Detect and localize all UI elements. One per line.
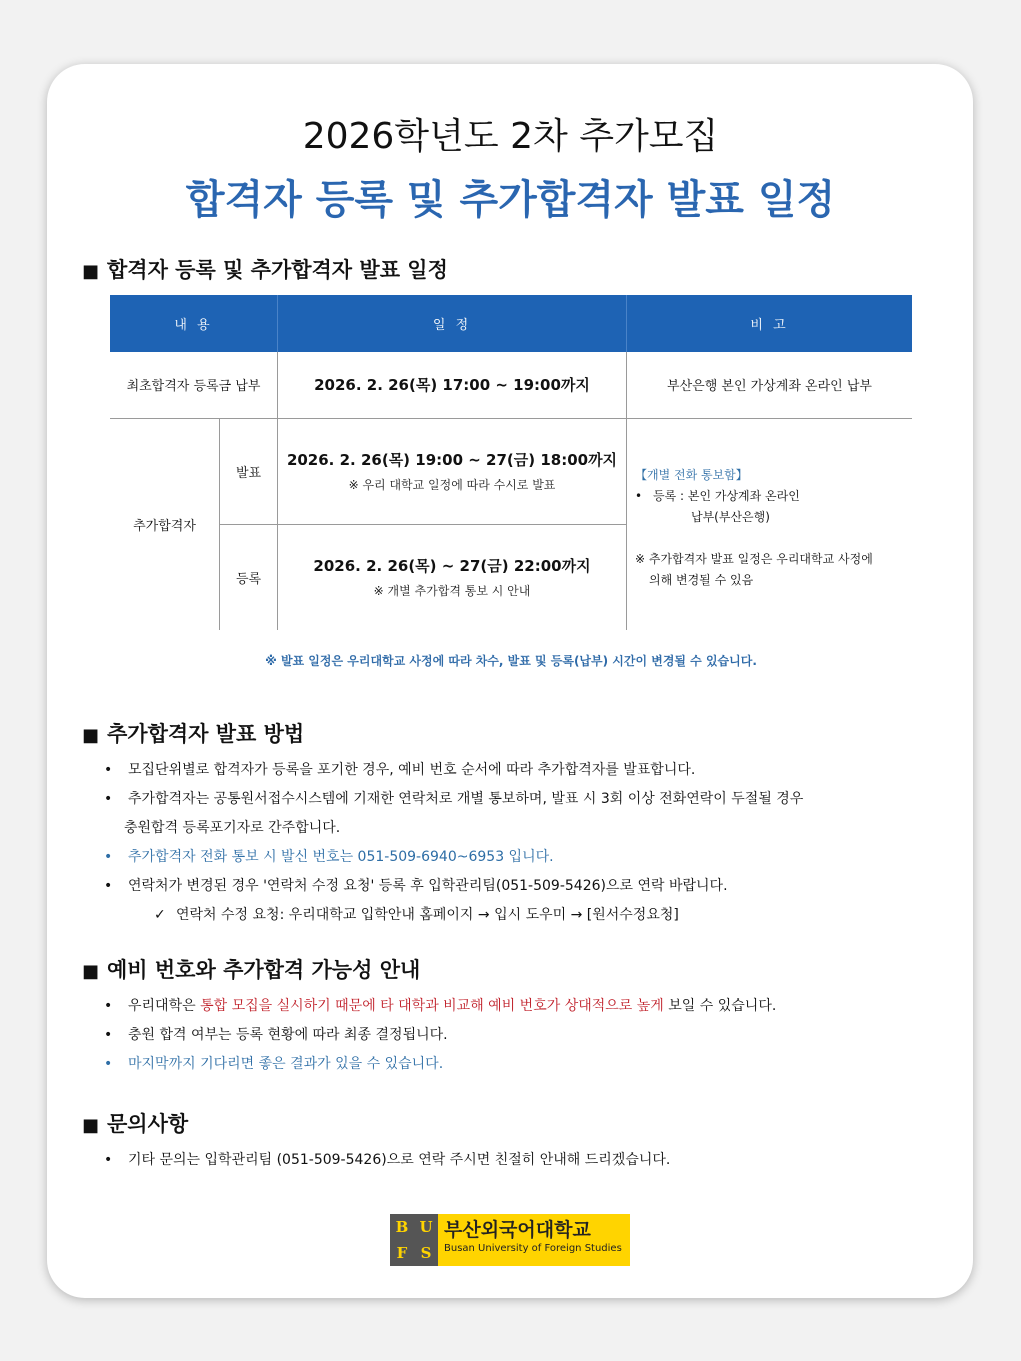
section-heading-waitlist bbox=[82, 954, 420, 984]
logo-name-en: Busan University of Foreign Studies bbox=[444, 1243, 622, 1254]
cell-first-pass-note: 부산은행 본인 가상계좌 온라인 납부 bbox=[667, 379, 872, 395]
remark-bullet-cont: 납부(부산은행) bbox=[691, 509, 770, 524]
section-heading-text: 합격자 등록 및 추가합격자 발표 일정 bbox=[107, 258, 448, 282]
list-item-cont: 충원합격 등록포기자로 간주합니다. bbox=[124, 820, 341, 836]
cell-additional-group: 추가합격자 bbox=[110, 418, 220, 630]
section-heading-text: 예비 번호와 추가합격 가능성 안내 bbox=[107, 958, 421, 982]
cell-first-pass-schedule: 2026. 2. 26(목) 17:00 ~ 19:00까지 bbox=[278, 352, 627, 418]
remark-tag: 【개별 전화 통보함】 bbox=[635, 467, 748, 482]
checkmark-icon: ✓ bbox=[154, 907, 166, 923]
page-subtitle: 합격자 등록 및 추가합격자 발표 일정 bbox=[185, 177, 836, 223]
remark-note-1: ※ 추가합격자 발표 일정은 우리대학교 사정에 bbox=[635, 551, 873, 566]
method-list bbox=[104, 756, 924, 930]
list-item: • 우리대학은 통합 모집을 실시하기 때문에 타 대학과 비교해 예비 번호가 상대적으로 높게 보일 수 있습니다. bbox=[104, 998, 777, 1014]
list-item: • 충원 합격 여부는 등록 현황에 따라 최종 결정됩니다. bbox=[104, 1027, 448, 1043]
logo-name-kr: 부산외국어대학교 bbox=[444, 1219, 591, 1241]
announce-schedule-note: ※ 우리 대학교 일정에 따라 수시로 발표 bbox=[348, 478, 556, 492]
page-title: 2026학년도 2차 추가모집 bbox=[302, 116, 719, 157]
register-schedule-text: 2026. 2. 26(목) ~ 27(금) 22:00까지 bbox=[313, 557, 591, 576]
cell-additional-remark bbox=[627, 418, 913, 630]
inquiry-list bbox=[104, 1146, 924, 1175]
section-heading-method bbox=[82, 718, 304, 748]
bufs-emblem: B U F S bbox=[390, 1214, 438, 1266]
section-heading-text: 추가합격자 발표 방법 bbox=[107, 722, 305, 746]
schedule-footnote: ※ 발표 일정은 우리대학교 사정에 따라 차수, 발표 및 등록(납부) 시간이 변경될 수 있습니다. bbox=[265, 654, 757, 668]
header-schedule: 일 정 bbox=[278, 295, 627, 352]
header-remark: 비 고 bbox=[627, 295, 913, 352]
list-item: • 연락처가 변경된 경우 '연락처 수정 요청' 등록 후 입학관리팀(051-509-5426)으로 연락 바랍니다. bbox=[104, 878, 728, 894]
cell-first-pass-content: 최초합격자 등록금 납부 bbox=[110, 352, 278, 418]
square-bullet-icon: ■ bbox=[82, 261, 100, 282]
section-heading-text: 문의사항 bbox=[107, 1112, 189, 1136]
list-item: • 모집단위별로 합격자가 등록을 포기한 경우, 예비 번호 순서에 따라 추가합격자를 발표합니다. bbox=[104, 762, 696, 778]
list-item-sub: ✓ 연락처 수정 요청: 우리대학교 입학안내 홈페이지 → 입시 도우미 → [원서수정요청] bbox=[104, 901, 924, 930]
square-bullet-icon: ■ bbox=[82, 725, 100, 746]
schedule-table bbox=[110, 295, 912, 630]
table-row bbox=[110, 418, 912, 524]
list-item: • 추가합격자는 공통원서접수시스템에 기재한 연락처로 개별 통보하며, 발표 시 3회 이상 전화연락이 두절될 경우 bbox=[104, 791, 804, 807]
table-header-row bbox=[110, 295, 912, 352]
table-row bbox=[110, 352, 912, 418]
list-item: • 기타 문의는 입학관리팀 (051-509-5426)으로 연락 주시면 친절히 안내해 드리겠습니다. bbox=[104, 1152, 671, 1168]
square-bullet-icon: ■ bbox=[82, 961, 100, 982]
list-item: • 마지막까지 기다리면 좋은 결과가 있을 수 있습니다. bbox=[104, 1056, 444, 1072]
cell-announce-schedule bbox=[278, 418, 627, 524]
university-logo bbox=[390, 1214, 630, 1266]
cell-register-schedule bbox=[278, 524, 627, 630]
logo-text bbox=[438, 1214, 630, 1266]
square-bullet-icon: ■ bbox=[82, 1115, 100, 1136]
cell-announce-label: 발표 bbox=[220, 418, 278, 524]
cell-register-label: 등록 bbox=[220, 524, 278, 630]
announce-schedule-text: 2026. 2. 26(목) 19:00 ~ 27(금) 18:00까지 bbox=[286, 451, 618, 469]
waitlist-list bbox=[104, 992, 924, 1079]
list-item: • 추가합격자 전화 통보 시 발신 번호는 051-509-6940~6953 입니다. bbox=[104, 849, 554, 865]
section-heading-schedule bbox=[82, 254, 448, 284]
section-heading-inquiry bbox=[82, 1108, 188, 1138]
remark-bullet: • 등록 : 본인 가상계좌 온라인 bbox=[635, 488, 800, 503]
header-content: 내 용 bbox=[110, 295, 278, 352]
remark-note-2: 의해 변경될 수 있음 bbox=[649, 572, 754, 587]
register-schedule-note: ※ 개별 추가합격 통보 시 안내 bbox=[373, 584, 531, 599]
